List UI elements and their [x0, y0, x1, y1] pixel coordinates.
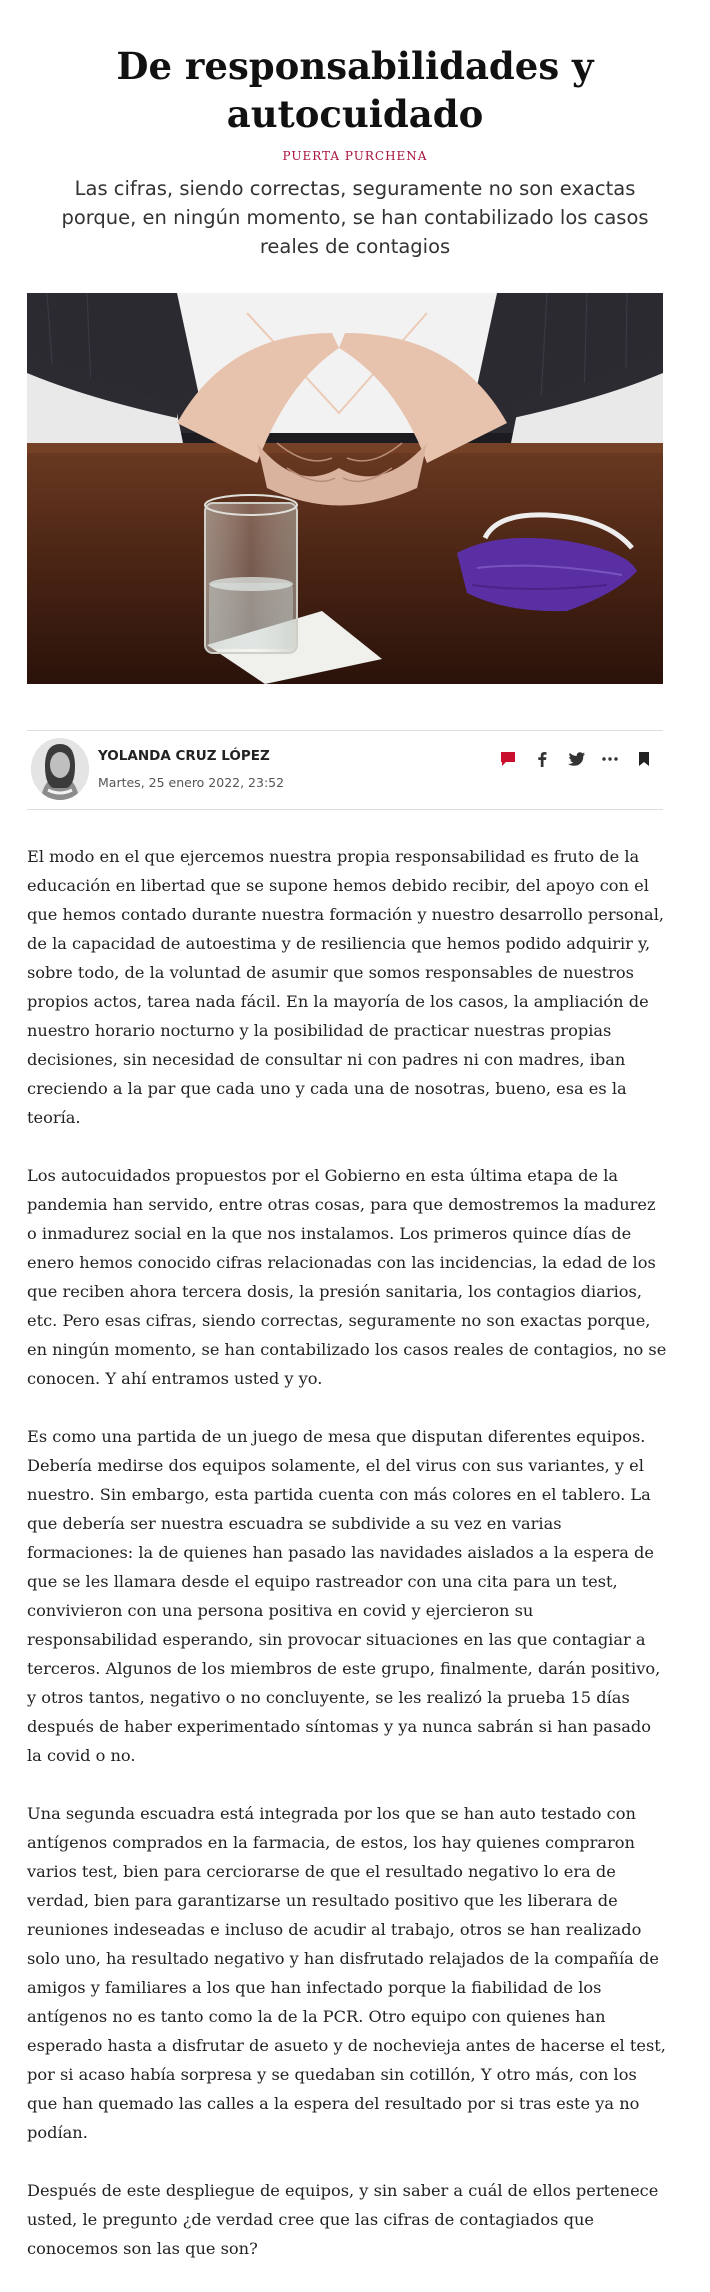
- article-photo: [27, 293, 663, 684]
- bookmark-button[interactable]: [633, 748, 655, 770]
- comment-button[interactable]: [497, 748, 519, 770]
- body-paragraph: Una segunda escuadra está integrada por los que se han auto testado con antígenos comprados en la farmacia, de estos, los hay quienes compraron varios test, bien para cerciorarse de que el resultado negativo lo era de verdad, bien para garantizarse un resultado positivo que les liberara de reuniones indeseadas e incluso de acudir al trabajo, otros se han realizado solo uno, ha resultado negativo y han disfrutado relajados de la compañía de amigos y familiares a los que han infectado porque la fiabilidad de los antígenos no es tanto como la de la PCR. Otro equipo con quienes han esperado hasta a disfrutar de asueto y de nochevieja antes de hacerse el test, por si acaso había sorpresa y se quedaban sin cotillón, Y otro más, con los que han quemado las calles a la espera del resultado por si tras este ya no podían.: [27, 1804, 666, 2142]
- more-icon: [602, 757, 618, 761]
- article-body: [27, 842, 667, 2292]
- facebook-share-button[interactable]: [531, 748, 553, 770]
- twitter-icon: [568, 752, 585, 766]
- article-subtitle: Las cifras, siendo correctas, seguramente no son exactas porque, en ningún momento, se han contabilizado los casos reales de contagios: [61, 177, 649, 258]
- article-headline: De responsabilidades y autocuidado: [116, 44, 594, 136]
- body-paragraph: Después de este despliegue de equipos, y sin saber a cuál de ellos pertenece usted, le pregunto ¿de verdad cree que las cifras de contagiados que conocemos son las que son?: [27, 2181, 659, 2258]
- author-avatar: [31, 738, 89, 800]
- body-paragraph: Es como una partida de un juego de mesa que disputan diferentes equipos. Debería medirse dos equipos solamente, el del virus con sus variantes, y el nuestro. Sin embargo, esta partida cuenta con más colores en el tablero. La que debería ser nuestra escuadra se subdivide a su vez en varias formaciones: la de quienes han pasado las navidades aislados a la espera de que se les llamara desde el equipo rastreador con una cita para un test, convivieron con una persona positiva en covid y ejercieron su responsabilidad esperando, sin provocar situaciones en las que contagiar a terceros. Algunos de los miembros de este grupo, finalmente, darán positivo, y otros tantos, negativo o no concluyente, se les realizó la prueba 15 días después de haber experimentado síntomas y ya nunca sabrán si han pasado la covid o no.: [27, 1427, 661, 1765]
- twitter-share-button[interactable]: [565, 748, 587, 770]
- comment-icon: [500, 751, 516, 767]
- body-paragraph: El modo en el que ejercemos nuestra propia responsabilidad es fruto de la educación en libertad que se supone hemos debido recibir, del apoyo con el que hemos contado durante nuestra formación y nuestro desarrollo personal, de la capacidad de autoestima y de resiliencia que hemos podido adquirir y, sobre todo, de la voluntad de asumir que somos responsables de nuestros propios actos, tarea nada fácil. En la mayoría de los casos, la ampliación de nuestro horario nocturno y la posibilidad de practicar nuestras propias decisiones, sin necesidad de consultar ni con padres ni con madres, iban creciendo a la par que cada uno y cada una de nosotras, bueno, esa es la teoría.: [27, 847, 665, 1127]
- author-byline: [27, 730, 663, 810]
- author-name[interactable]: YOLANDA CRUZ LÓPEZ: [98, 748, 270, 764]
- bookmark-icon: [638, 751, 650, 767]
- publish-date: Martes, 25 enero 2022, 23:52: [98, 775, 285, 790]
- section-label[interactable]: PUERTA PURCHENA: [282, 149, 428, 163]
- body-paragraph: Los autocuidados propuestos por el Gobierno en esta última etapa de la pandemia han servido, entre otras cosas, para que demostremos la madurez o inmadurez social en la que nos instalamos. Los primeros quince días de enero hemos conocido cifras relacionadas con las incidencias, la edad de los que reciben ahora tercera dosis, la presión sanitaria, los contagios diarios, etc. Pero esas cifras, siendo correctas, seguramente no son exactas porque, en ningún momento, se han contabilizado los casos reales de contagios, no se conocen. Y ahí entramos usted y yo.: [27, 1166, 667, 1388]
- facebook-icon: [535, 751, 549, 767]
- more-options-button[interactable]: [599, 748, 621, 770]
- share-toolbar: [497, 748, 655, 772]
